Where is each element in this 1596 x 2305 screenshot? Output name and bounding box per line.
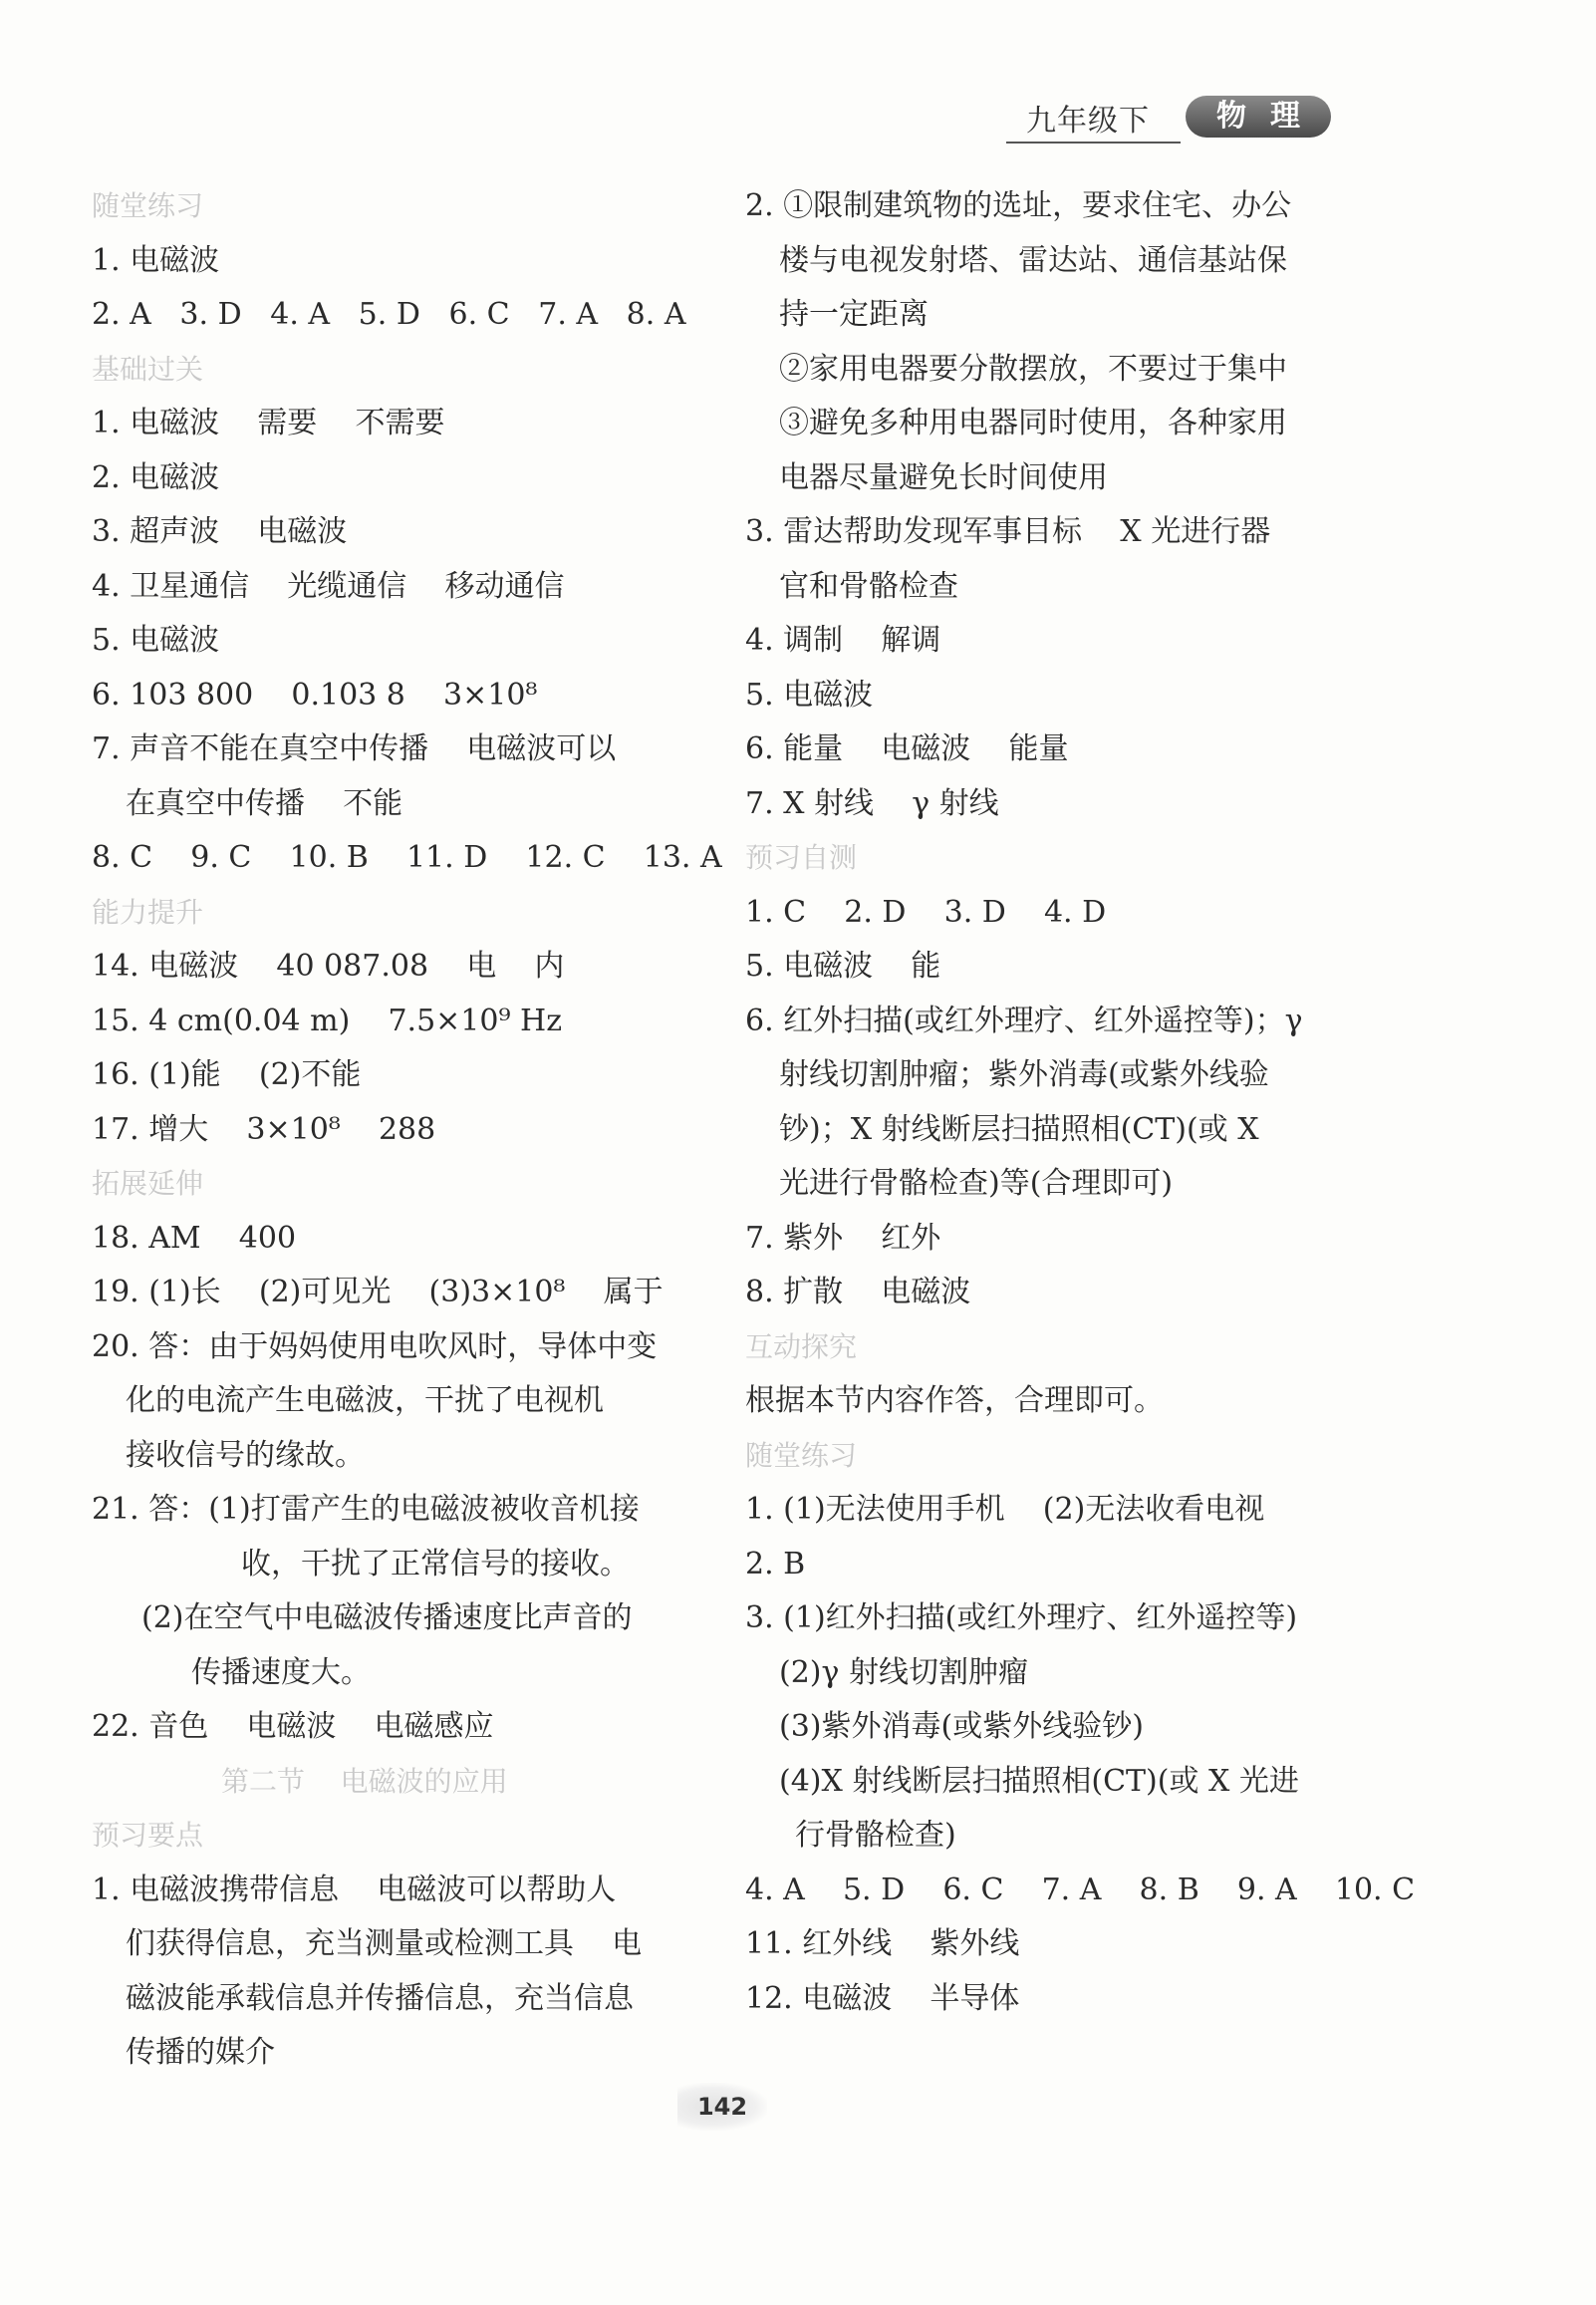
answer-line: 4. 卫星通信 光缆通信 移动通信 <box>92 568 565 604</box>
answer-line: 7. 声音不能在真空中传播 电磁波可以 <box>92 731 617 766</box>
section-heading: 随堂练习 <box>745 1438 858 1472</box>
answer-line: (4)X 射线断层扫描照相(CT)(或 X 光进 <box>779 1763 1299 1799</box>
answer-line: 射线切割肿瘤；紫外消毒(或紫外线验 <box>779 1057 1269 1092</box>
answer-line: 20. 答：由于妈妈使用电吹风时，导体中变 <box>92 1328 658 1364</box>
answer-line: 4. 调制 解调 <box>745 623 941 658</box>
answer-line: 8. C 9. C 10. B 11. D 12. C 13. A <box>92 840 722 875</box>
answer-line: 收，干扰了正常信号的接收。 <box>241 1546 630 1582</box>
answer-line: 钞)；X 射线断层扫描照相(CT)(或 X <box>779 1111 1259 1147</box>
answer-line: 2. ①限制建筑物的选址，要求住宅、办公 <box>745 188 1292 223</box>
answer-line: 3. (1)红外扫描(或红外理疗、红外遥控等) <box>745 1600 1298 1635</box>
section-heading: 基础过关 <box>92 352 204 386</box>
answer-line: 16. (1)能 (2)不能 <box>92 1057 362 1092</box>
answer-line: 磁波能承载信息并传播信息，充当信息 <box>126 1980 634 2016</box>
answer-line: (2)γ 射线切割肿瘤 <box>779 1654 1028 1690</box>
answer-line: (2)在空气中电磁波传播速度比声音的 <box>141 1600 633 1635</box>
answer-line: 17. 增大 3×10⁸ 288 <box>92 1111 436 1147</box>
answer-line: 1. (1)无法使用手机 (2)无法收看电视 <box>745 1492 1265 1527</box>
answer-line: 2. B <box>745 1546 806 1582</box>
answer-line: 6. 能量 电磁波 能量 <box>745 731 1069 766</box>
answer-line: 电器尽量避免长时间使用 <box>779 459 1108 495</box>
grade-label: 九年级下 <box>1026 104 1150 139</box>
answer-line: 15. 4 cm(0.04 m) 7.5×10⁹ Hz <box>92 1003 563 1038</box>
section-title: 第二节 电磁波的应用 <box>221 1764 508 1798</box>
answer-line: (3)紫外消毒(或紫外线验钞) <box>779 1709 1144 1744</box>
section-heading: 预习自测 <box>745 841 858 874</box>
answer-line: 8. 扩散 电磁波 <box>745 1275 971 1309</box>
section-heading: 能力提升 <box>92 895 204 929</box>
answer-line: 7. 紫外 红外 <box>745 1220 941 1256</box>
answer-line: 3. 雷达帮助发现军事目标 X 光进行器 <box>745 514 1271 549</box>
answer-line: 5. 电磁波 能 <box>745 949 941 984</box>
page-number: 142 <box>677 2083 767 2131</box>
answer-line: 14. 电磁波 40 087.08 电 内 <box>92 949 565 984</box>
answer-line: 18. AM 400 <box>92 1220 297 1256</box>
answer-line: 19. (1)长 (2)可见光 (3)3×10⁸ 属于 <box>92 1275 664 1309</box>
answer-line: 接收信号的缘故。 <box>126 1437 365 1473</box>
answer-line: 1. 电磁波 <box>92 242 220 278</box>
subject-badge: 物理 <box>1186 96 1331 138</box>
answer-line: 传播的媒介 <box>126 2035 275 2070</box>
answer-line: 6. 红外扫描(或红外理疗、红外遥控等)；γ <box>745 1003 1303 1038</box>
answer-line: 11. 红外线 紫外线 <box>745 1926 1020 1961</box>
answer-line: ②家用电器要分散摆放，不要过于集中 <box>779 351 1287 387</box>
right-column <box>745 179 1416 2026</box>
answer-line: 1. C 2. D 3. D 4. D <box>745 894 1107 930</box>
answer-line: 4. A 5. D 6. C 7. A 8. B 9. A 10. C <box>745 1872 1416 1907</box>
answer-line: 5. 电磁波 <box>745 677 874 713</box>
section-heading: 拓展延伸 <box>92 1167 204 1200</box>
section-heading: 预习要点 <box>92 1819 204 1852</box>
answer-line: 光进行骨骼检查)等(合理即可) <box>779 1166 1174 1201</box>
answer-line: 在真空中传播 不能 <box>126 785 403 821</box>
answer-line: 5. 电磁波 <box>92 623 220 658</box>
answer-line: 7. X 射线 γ 射线 <box>745 785 999 821</box>
answer-line: 楼与电视发射塔、雷达站、通信基站保 <box>779 242 1287 278</box>
answer-line: 2. A 3. D 4. A 5. D 6. C 7. A 8. A <box>92 297 686 332</box>
answer-line: 行骨骼检查) <box>795 1818 956 1853</box>
page-header <box>1006 90 1335 151</box>
answer-line: 6. 103 800 0.103 8 3×10⁸ <box>92 677 538 713</box>
answer-line: 1. 电磁波携带信息 电磁波可以帮助人 <box>92 1872 617 1907</box>
answer-line: 21. 答：(1)打雷产生的电磁波被收音机接 <box>92 1492 640 1527</box>
answer-line: ③避免多种用电器同时使用，各种家用 <box>779 406 1287 440</box>
header-rule <box>1006 142 1181 144</box>
left-column <box>92 179 722 2081</box>
answer-line: 们获得信息，充当测量或检测工具 电 <box>126 1926 643 1961</box>
section-heading: 随堂练习 <box>92 189 204 222</box>
answer-line: 持一定距离 <box>779 297 929 332</box>
answer-line: 化的电流产生电磁波，干扰了电视机 <box>126 1383 604 1418</box>
answer-line: 根据本节内容作答，合理即可。 <box>745 1383 1164 1418</box>
answer-line: 1. 电磁波 需要 不需要 <box>92 406 445 440</box>
answer-line: 传播速度大。 <box>191 1654 371 1690</box>
answer-line: 官和骨骼检查 <box>779 568 958 604</box>
section-heading: 互动探究 <box>745 1329 858 1363</box>
answer-line: 3. 超声波 电磁波 <box>92 514 348 549</box>
answer-line: 22. 音色 电磁波 电磁感应 <box>92 1709 494 1744</box>
answer-line: 12. 电磁波 半导体 <box>745 1980 1020 2016</box>
answer-line: 2. 电磁波 <box>92 459 220 495</box>
